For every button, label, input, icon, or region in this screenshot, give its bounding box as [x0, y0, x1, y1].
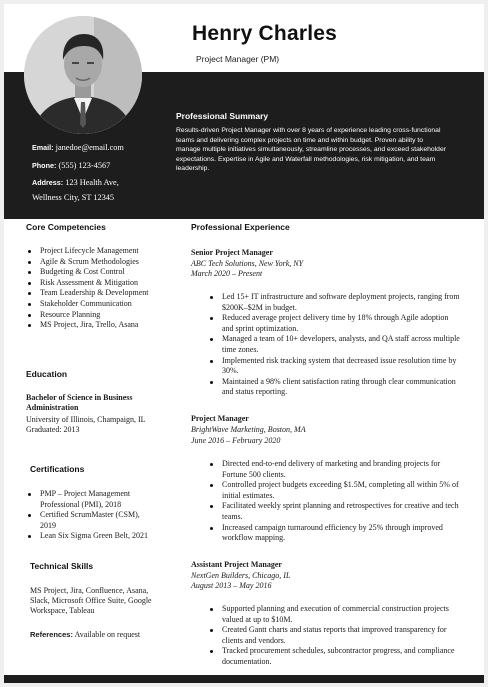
job-2-title: Project Manager [191, 414, 249, 423]
address-label: Address: [32, 178, 64, 187]
resume-page [4, 4, 484, 683]
competency-item: Budgeting & Cost Control [26, 267, 176, 278]
job-1-title: Senior Project Manager [191, 248, 273, 257]
contact-phone [32, 161, 110, 170]
job-bullet: Reduced average project delivery time by 18% through Agile adoption and sprint optimization. [208, 313, 460, 334]
email-value: janedoe@email.com [55, 143, 124, 152]
competency-item: MS Project, Jira, Trello, Asana [26, 320, 176, 331]
job-bullet: Managed a team of 10+ developers, analysts, and QA staff across multiple time zones. [208, 334, 460, 355]
education-degree: Bachelor of Science in Business Administration [26, 393, 133, 412]
skills-text: MS Project, Jira, Confluence, Asana, Slack, Microsoft Office Suite, Google Workspace, Tableau [30, 586, 152, 615]
references-line [30, 630, 180, 640]
email-label: Email: [32, 143, 54, 152]
certification-item: Lean Six Sigma Green Belt, 2021 [26, 531, 148, 542]
job-3-dates: August 2013 – May 2016 [191, 581, 272, 590]
experience-heading: Professional Experience [191, 222, 290, 232]
summary-heading: Professional Summary [176, 111, 269, 121]
job-bullet: Facilitated weekly sprint planning and retrospectives for creative and tech teams. [208, 501, 460, 522]
profile-photo [24, 16, 142, 134]
job-bullet: Maintained a 98% client satisfaction rating through clear communication and status reporting. [208, 377, 460, 398]
job-1-company: ABC Tech Solutions, New York, NY [191, 259, 304, 268]
certifications-heading: Certifications [30, 464, 85, 474]
address-line1: 123 Health Ave, [65, 178, 119, 187]
competency-item: Team Leadership & Development [26, 288, 176, 299]
job-bullet: Led 15+ IT infrastructure and software deployment projects, ranging from $200K–$2M in budget. [208, 292, 460, 313]
contact-address [32, 178, 119, 187]
references-label: References: [30, 630, 73, 639]
job-bullet: Tracked procurement schedules, subcontractor progress, and compliance documentation. [208, 646, 460, 667]
job-1-bullets [208, 292, 460, 398]
job-bullet: Created Gantt charts and status reports that improved transparency for clients and vendors. [208, 625, 460, 646]
certifications-list [26, 489, 148, 542]
education-heading: Education [26, 369, 68, 379]
job-3-title: Assistant Project Manager [191, 560, 282, 569]
job-2-dates: June 2016 – February 2020 [191, 436, 281, 445]
competencies-heading: Core Competencies [26, 222, 106, 232]
certification-item: PMP – Project Management Professional (PMI), 2018 [26, 489, 148, 510]
job-bullet: Controlled project budgets exceeding $1.5M, completing all within 5% of initial estimates. [208, 480, 460, 501]
job-3-bullets [208, 604, 460, 668]
contact-address-line2: Wellness City, ST 12345 [32, 193, 115, 202]
phone-value: (555) 123-4567 [58, 161, 111, 170]
skills-heading: Technical Skills [30, 561, 94, 571]
job-2-bullets [208, 459, 460, 544]
candidate-role: Project Manager (PM) [196, 54, 280, 64]
job-bullet: Implemented risk tracking system that decreased issue resolution time by 30%. [208, 356, 460, 377]
competency-item: Stakeholder Communication [26, 299, 176, 310]
summary-text: Results-driven Project Manager with over 8 years of experience leading cross-functional teams and delivering complex projects on time and within budget. Proven ability to manage multiple initiatives simultaneously, streamline processes, and exceed stakeholder expectations. Expertise in Agile and Waterfall methodologies, risk mitigation, and team leadership. [176, 127, 447, 173]
education-graduated: Graduated: 2013 [26, 425, 80, 434]
job-1-dates: March 2020 – Present [191, 269, 263, 278]
job-2-company: BrightWave Marketing, Boston, MA [191, 425, 306, 434]
competency-item: Project Lifecycle Management [26, 246, 176, 257]
job-3-company: NextGen Builders, Chicago, IL [191, 571, 291, 580]
competency-item: Risk Assessment & Mitigation [26, 278, 176, 289]
phone-label: Phone: [32, 161, 57, 170]
competency-item: Resource Planning [26, 310, 176, 321]
references-value: Available on request [74, 630, 141, 639]
contact-email [32, 143, 124, 152]
competency-item: Agile & Scrum Methodologies [26, 257, 176, 268]
job-bullet: Supported planning and execution of commercial construction projects valued at up to $10M. [208, 604, 460, 625]
competencies-list [26, 246, 176, 331]
job-bullet: Increased campaign turnaround efficiency by 25% through improved workflow mapping. [208, 523, 460, 544]
candidate-name: Henry Charles [192, 22, 337, 45]
footer-band [4, 675, 484, 683]
portrait-photo-icon [24, 16, 142, 134]
certification-item: Certified ScrumMaster (CSM), 2019 [26, 510, 148, 531]
education-school: University of Illinois, Champaign, IL [26, 415, 146, 424]
job-bullet: Directed end-to-end delivery of marketing and branding projects for Fortune 500 clients. [208, 459, 460, 480]
